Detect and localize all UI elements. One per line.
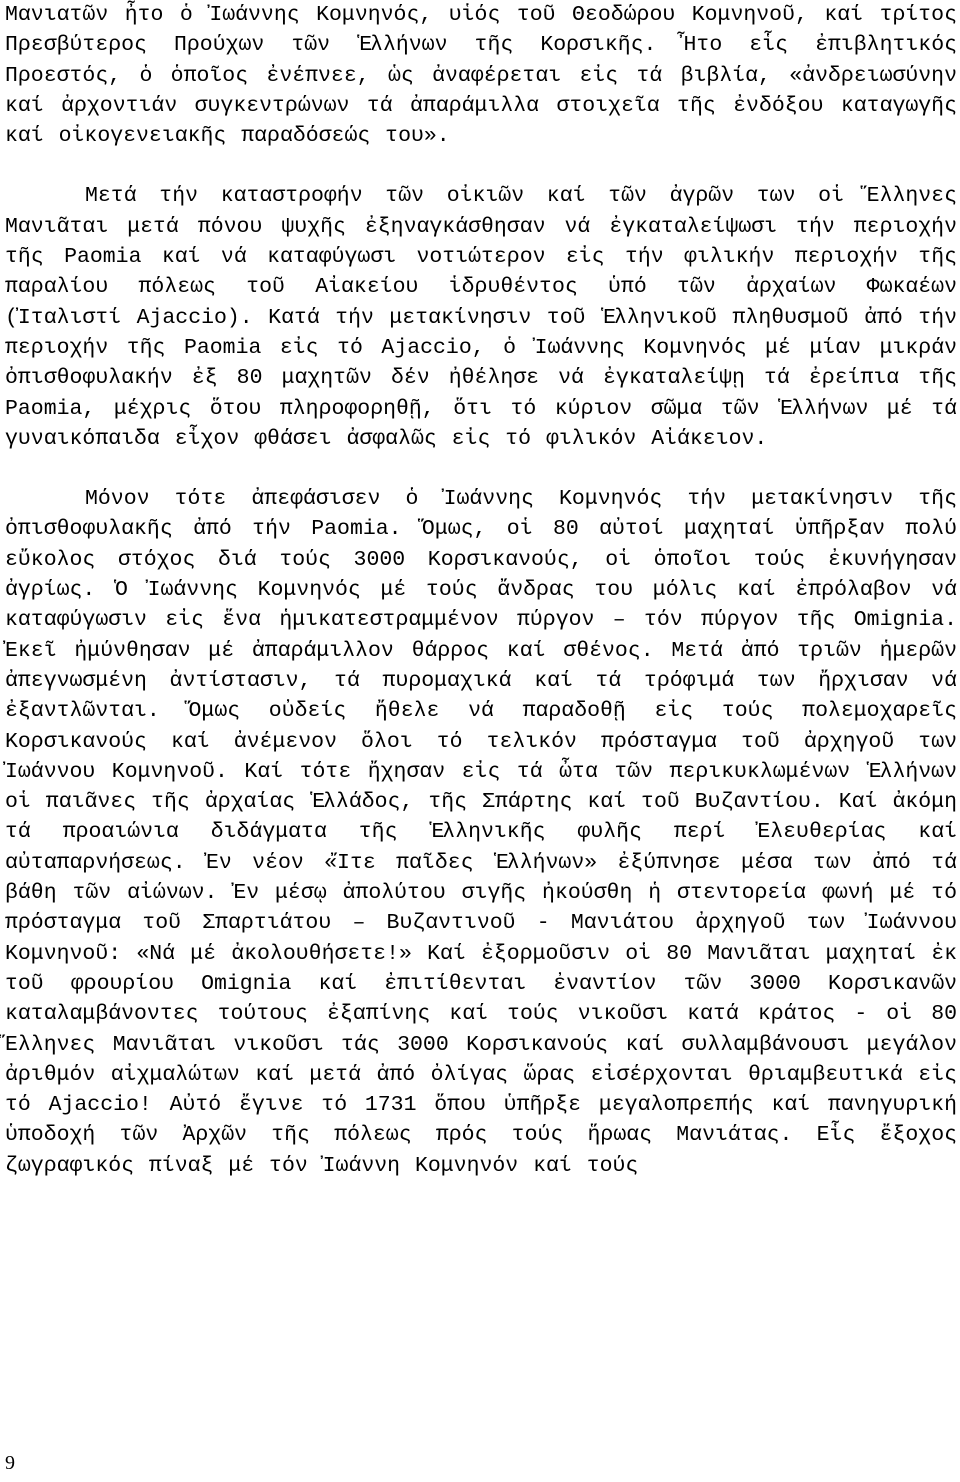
paragraph-1: Μανιατῶν ἦτο ὁ Ἰωάννης Κομνηνός, υἱός τοῦ Θεοδώρου Κομνηνοῦ, καί τρίτος Πρεσβύτερος Προύχων τῶν Ἑλλήνων τῆς Κορσικῆς. Ἦτο εἷς ἐπιβλητικός Προεστός, ὁ ὁποῖος ἐνέπνεε, ὡς ἀναφέρεται εἰς τά βιβλία, «ἀνδρειωσύνην καί ἀρχοντιάν συγκεντρώνων τά ἀπαράμιλλα στοιχεῖα τῆς ἐνδόξου καταγωγῆς καί οἰκογενειακῆς παραδόσεώς του». <box>5 3 957 149</box>
paragraph-2: Μετά τήν καταστροφήν τῶν οἰκιῶν καί τῶν ἀγρῶν των οἱ Ἕλληνες Μανιᾶται μετά πόνου ψυχῆς ἐξηναγκάσθησαν νά ἐγκαταλείψωσι τήν περιοχήν τῆς Paomia καί νά καταφύγωσι νοτιώτερον εἰς τήν φιλικήν περιοχήν τῆς παραλίου πόλεως τοῦ Αἰακείου ἱδρυθέντος ὑπό τῶν ἀρχαίων Φωκαέων (Ἰταλιστί Ajaccio). Κατά τήν μετακίνησιν τοῦ Ἑλληνικοῦ πληθυσμοῦ ἀπό τήν περιοχήν τῆς Paomia εἰς τό Ajaccio, ὁ Ἰωάννης Κομνηνός μέ μίαν μικράν ὀπισθοφυλακήν ἐξ 80 μαχητῶν δέν ἠθέλησε νά ἐγκαταλείψῃ τά ἐρείπια τῆς Paomia, μέχρις ὅτου πληροφορηθῇ, ὅτι τό κύριον σῶμα τῶν Ἑλλήνων μέ τά γυναικόπαιδα εἶχον φθάσει ἀσφαλῶς εἰς τό φιλικόν Αἰάκειον. <box>5 184 957 451</box>
page-number: 9 <box>5 1452 15 1474</box>
document-page <box>5 0 957 1181</box>
paragraph-3: Μόνον τότε ἀπεφάσισεν ὁ Ἰωάννης Κομνηνός τήν μετακίνησιν τῆς ὀπισθοφυλακῆς ἀπό τήν Paomia. Ὅμως, οἱ 80 αὐτοί μαχηταί ὑπῆρξαν πολύ εὔκολος στόχος διά τούς 3000 Κορσικανούς, οἱ ὁποῖοι τούς ἐκυνήγησαν ἀγρίως. Ὁ Ἰωάννης Κομνηνός μέ τούς ἄνδρας του μόλις καί ἐπρόλαβον νά καταφύγωσιν εἰς ἕνα ἡμικατεστραμμένον πύργον – τόν πύργον τῆς Omignia. Ἐκεῖ ἠμύνθησαν μέ ἀπαράμιλλον θάρρος καί σθένος. Μετά ἀπό τριῶν ἡμερῶν ἀπεγνωσμένη ἀντίστασιν, τά πυρομαχικά καί τά τρόφιμά των ἤρχισαν νά ἐξαντλῶνται. Ὅμως οὐδείς ἤθελε νά παραδοθῇ εἰς τούς πολεμοχαρεῖς Κορσικανούς καί ἀνέμενον ὅλοι τό τελικόν πρόσταγμα τοῦ ἀρχηγοῦ των Ἰωάννου Κομνηνοῦ. Καί τότε ἤχησαν εἰς τά ὦτα τῶν περικυκλωμένων Ἑλλήνων οἱ παιᾶνες τῆς ἀρχαίας Ἑλλάδος, τῆς Σπάρτης καί τοῦ Βυζαντίου. Καί ἀκόμη τά προαιώνια διδάγματα τῆς Ἑλληνικῆς φυλῆς περί Ἐλευθερίας καί αὐταπαρνήσεως. Ἐν νέον «Ἴτε παῖδες Ἑλλήνων» ἐξύπνησε μέσα των ἀπό τά βάθη τῶν αἰώνων. Ἐν μέσῳ ἀπολύτου σιγῆς ἠκούσθη ἡ στεντορεία φωνή μέ τό πρόσταγμα τοῦ Σπαρτιάτου – Βυζαντινοῦ - Μανιάτου ἀρχηγοῦ των Ἰωάννου Κομνηνοῦ: «Νά μέ ἀκολουθήσετε!» Καί ἐξορμοῦσιν οἱ 80 Μανιᾶται μαχηταί ἐκ τοῦ φρουρίου Omignia καί ἐπιτίθενται ἐναντίον τῶν 3000 Κορσικανῶν καταλαμβάνοντες τούτους ἐξαπίνης καί τούς νικοῦσι κατά κράτος - οἱ 80 Ἕλληνες Μανιᾶται νικοῦσι τάς 3000 Κορσικανούς καί συλλαμβάνουσι μεγάλον ἀριθμόν αἰχμαλώτων καί μετά ἀπό ὀλίγας ὥρας εἰσέρχονται θριαμβευτικά εἰς τό Ajaccio! Αὐτό ἔγινε τό 1731 ὅπου ὑπῆρξε μεγαλοπρεπής καί πανηγυρική ὑποδοχή τῶν Ἀρχῶν τῆς πόλεως πρός τούς ἥρωας Μανιάτας. Εἷς ἔξοχος ζωγραφικός πίναξ μέ τόν Ἰωάννη Κομνηνόν καί τούς <box>5 487 957 1178</box>
